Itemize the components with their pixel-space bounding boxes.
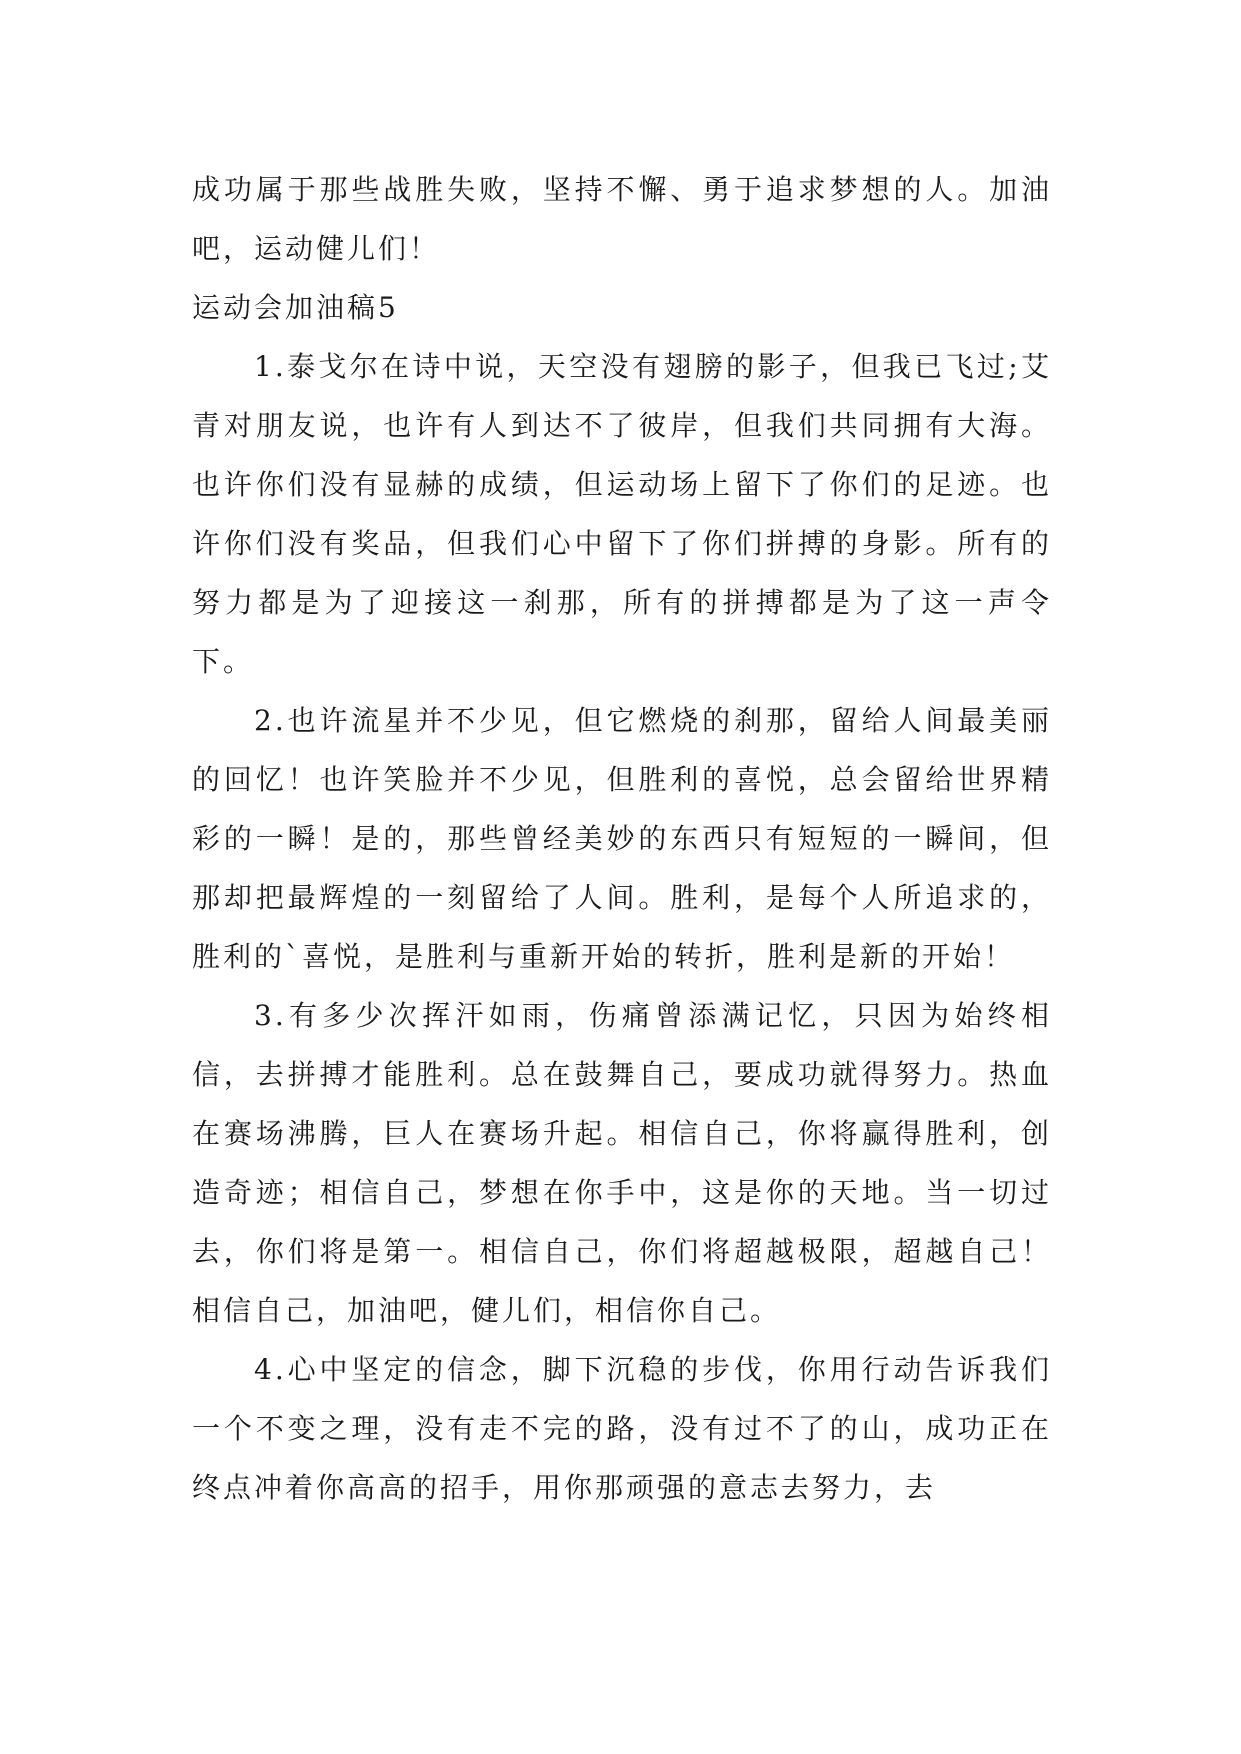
- intro-paragraph: 成功属于那些战胜失败，坚持不懈、勇于追求梦想的人。加油吧，运动健儿们！: [192, 173, 1052, 265]
- paragraph-2: 2.也许流星并不少见，但它燃烧的刹那，留给人间最美丽的回忆！也许笑脸并不少见，但胜利的喜悦，总会留给世界精彩的一瞬！是的，那些曾经美妙的东西只有短短的一瞬间，但那却把最辉煌的一刻留给了人间。胜利，是每个人所追求的，胜利的`喜悦，是胜利与重新开始的转折，胜利是新的开始！: [192, 704, 1052, 973]
- paragraph-1: 1.泰戈尔在诗中说，天空没有翅膀的影子，但我已飞过;艾青对朋友说，也许有人到达不了彼岸，但我们共同拥有大海。也许你们没有显赫的成绩，但运动场上留下了你们的足迹。也许你们没有奖品，但我们心中留下了你们拼搏的身影。所有的努力都是为了迎接这一刹那，所有的拼搏都是为了这一声令下。: [192, 350, 1052, 678]
- paragraph-4: 4.心中坚定的信念，脚下沉稳的步伐，你用行动告诉我们一个不变之理，没有走不完的路，没有过不了的山，成功正在终点冲着你高高的招手，用你那顽强的意志去努力，去: [192, 1353, 1052, 1504]
- document-body: [192, 160, 1052, 1517]
- paragraph-3: 3.有多少次挥汗如雨，伤痛曾添满记忆，只因为始终相信，去拼搏才能胜利。总在鼓舞自己，要成功就得努力。热血在赛场沸腾，巨人在赛场升起。相信自己，你将赢得胜利，创造奇迹；相信自己，梦想在你手中，这是你的天地。当一切过去，你们将是第一。相信自己，你们将超越极限，超越自己！相信自己，加油吧，健儿们，相信你自己。: [192, 999, 1052, 1327]
- section-title: 运动会加油稿5: [192, 291, 399, 324]
